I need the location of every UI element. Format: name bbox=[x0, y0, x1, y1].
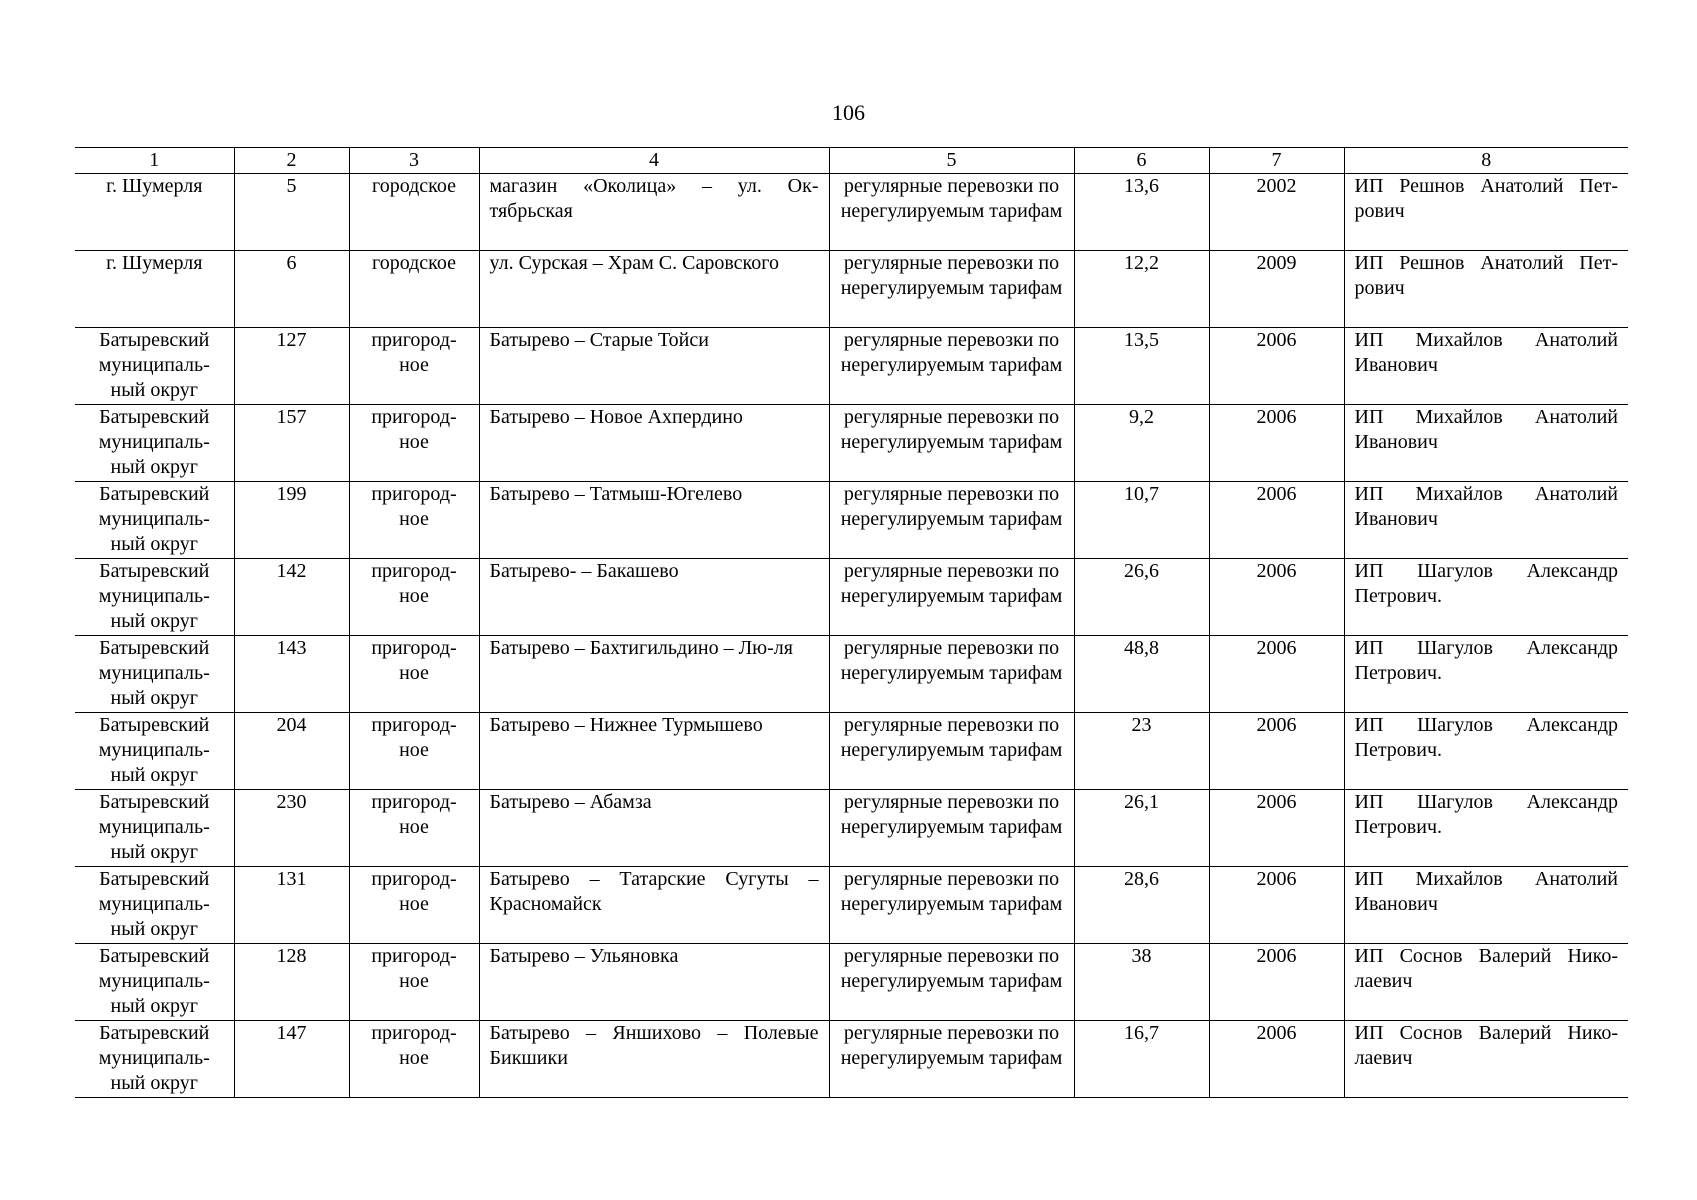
transport-mode-cell: регулярные перевозки по нерегулируемым тарифам bbox=[829, 482, 1074, 559]
route-length-cell: 28,6 bbox=[1074, 867, 1209, 944]
table-row bbox=[75, 1021, 1628, 1098]
route-length-cell: 38 bbox=[1074, 944, 1209, 1021]
route-number-cell: 157 bbox=[234, 405, 349, 482]
area-cell: г. Шумерля bbox=[75, 174, 234, 251]
route-number-cell: 128 bbox=[234, 944, 349, 1021]
year-cell: 2006 bbox=[1209, 790, 1344, 867]
route-number-cell: 143 bbox=[234, 636, 349, 713]
route-number-cell: 230 bbox=[234, 790, 349, 867]
route-length-cell: 23 bbox=[1074, 713, 1209, 790]
year-cell: 2006 bbox=[1209, 636, 1344, 713]
table-row bbox=[75, 251, 1628, 328]
route-length-cell: 13,5 bbox=[1074, 328, 1209, 405]
route-cell: Батырево – Новое Ахпердино bbox=[479, 405, 829, 482]
area-cell: Батыревский муниципаль-ный округ bbox=[75, 1021, 234, 1098]
carrier-cell: ИП Соснов Валерий Нико-лаевич bbox=[1344, 1021, 1628, 1098]
route-number-cell: 147 bbox=[234, 1021, 349, 1098]
route-type-cell: городское bbox=[349, 251, 479, 328]
route-length-cell: 12,2 bbox=[1074, 251, 1209, 328]
route-cell: Батырево – Яншихово – Полевые Бикшики bbox=[479, 1021, 829, 1098]
route-cell: Батырево – Ульяновка bbox=[479, 944, 829, 1021]
page-number: 106 bbox=[832, 100, 865, 125]
route-number-cell: 127 bbox=[234, 328, 349, 405]
carrier-cell: ИП Шагулов Александр Петрович. bbox=[1344, 713, 1628, 790]
transport-mode-cell: регулярные перевозки по нерегулируемым тарифам bbox=[829, 174, 1074, 251]
route-length-cell: 16,7 bbox=[1074, 1021, 1209, 1098]
route-cell: Батырево – Татарские Сугуты – Красномайск bbox=[479, 867, 829, 944]
carrier-cell: ИП Михайлов Анатолий Иванович bbox=[1344, 482, 1628, 559]
area-cell: Батыревский муниципаль-ный округ bbox=[75, 713, 234, 790]
area-cell: Батыревский муниципаль-ный округ bbox=[75, 328, 234, 405]
area-cell: Батыревский муниципаль-ный округ bbox=[75, 559, 234, 636]
route-cell: ул. Сурская – Храм С. Саровского bbox=[479, 251, 829, 328]
area-cell: Батыревский муниципаль-ный округ bbox=[75, 482, 234, 559]
column-header: 1 bbox=[75, 148, 234, 174]
year-cell: 2006 bbox=[1209, 867, 1344, 944]
table-body bbox=[75, 174, 1628, 1098]
route-cell: Батырево- – Бакашево bbox=[479, 559, 829, 636]
route-cell: Батырево – Старые Тойси bbox=[479, 328, 829, 405]
route-type-cell: пригород-ное bbox=[349, 559, 479, 636]
column-header: 4 bbox=[479, 148, 829, 174]
table-row bbox=[75, 482, 1628, 559]
year-cell: 2006 bbox=[1209, 328, 1344, 405]
route-type-cell: пригород-ное bbox=[349, 713, 479, 790]
transport-mode-cell: регулярные перевозки по нерегулируемым тарифам bbox=[829, 713, 1074, 790]
column-header: 6 bbox=[1074, 148, 1209, 174]
route-number-cell: 5 bbox=[234, 174, 349, 251]
year-cell: 2009 bbox=[1209, 251, 1344, 328]
carrier-cell: ИП Михайлов Анатолий Иванович bbox=[1344, 867, 1628, 944]
area-cell: Батыревский муниципаль-ный округ bbox=[75, 790, 234, 867]
route-length-cell: 9,2 bbox=[1074, 405, 1209, 482]
route-number-cell: 6 bbox=[234, 251, 349, 328]
route-cell: Батырево – Абамза bbox=[479, 790, 829, 867]
route-type-cell: пригород-ное bbox=[349, 790, 479, 867]
table-row bbox=[75, 636, 1628, 713]
route-length-cell: 13,6 bbox=[1074, 174, 1209, 251]
table-row bbox=[75, 559, 1628, 636]
table-row bbox=[75, 328, 1628, 405]
route-cell: Батырево – Татмыш-Югелево bbox=[479, 482, 829, 559]
route-length-cell: 26,1 bbox=[1074, 790, 1209, 867]
carrier-cell: ИП Шагулов Александр Петрович. bbox=[1344, 636, 1628, 713]
route-type-cell: пригород-ное bbox=[349, 944, 479, 1021]
route-type-cell: городское bbox=[349, 174, 479, 251]
transport-mode-cell: регулярные перевозки по нерегулируемым тарифам bbox=[829, 944, 1074, 1021]
transport-mode-cell: регулярные перевозки по нерегулируемым тарифам bbox=[829, 559, 1074, 636]
table-row bbox=[75, 790, 1628, 867]
carrier-cell: ИП Михайлов Анатолий Иванович bbox=[1344, 405, 1628, 482]
transport-mode-cell: регулярные перевозки по нерегулируемым тарифам bbox=[829, 636, 1074, 713]
column-header: 7 bbox=[1209, 148, 1344, 174]
route-number-cell: 142 bbox=[234, 559, 349, 636]
year-cell: 2006 bbox=[1209, 405, 1344, 482]
area-cell: Батыревский муниципаль-ный округ bbox=[75, 405, 234, 482]
carrier-cell: ИП Михайлов Анатолий Иванович bbox=[1344, 328, 1628, 405]
column-header: 8 bbox=[1344, 148, 1628, 174]
carrier-cell: ИП Соснов Валерий Нико-лаевич bbox=[1344, 944, 1628, 1021]
routes-table bbox=[75, 147, 1628, 1098]
year-cell: 2002 bbox=[1209, 174, 1344, 251]
route-length-cell: 10,7 bbox=[1074, 482, 1209, 559]
route-type-cell: пригород-ное bbox=[349, 867, 479, 944]
transport-mode-cell: регулярные перевозки по нерегулируемым тарифам bbox=[829, 867, 1074, 944]
year-cell: 2006 bbox=[1209, 559, 1344, 636]
transport-mode-cell: регулярные перевозки по нерегулируемым тарифам bbox=[829, 405, 1074, 482]
route-number-cell: 199 bbox=[234, 482, 349, 559]
carrier-cell: ИП Шагулов Александр Петрович. bbox=[1344, 559, 1628, 636]
route-length-cell: 48,8 bbox=[1074, 636, 1209, 713]
carrier-cell: ИП Решнов Анатолий Пет-рович bbox=[1344, 174, 1628, 251]
table-row bbox=[75, 405, 1628, 482]
table-row bbox=[75, 713, 1628, 790]
area-cell: Батыревский муниципаль-ный округ bbox=[75, 867, 234, 944]
transport-mode-cell: регулярные перевозки по нерегулируемым тарифам bbox=[829, 251, 1074, 328]
year-cell: 2006 bbox=[1209, 944, 1344, 1021]
transport-mode-cell: регулярные перевозки по нерегулируемым тарифам bbox=[829, 790, 1074, 867]
carrier-cell: ИП Решнов Анатолий Пет-рович bbox=[1344, 251, 1628, 328]
route-cell: Батырево – Бахтигильдино – Лю-ля bbox=[479, 636, 829, 713]
route-type-cell: пригород-ное bbox=[349, 636, 479, 713]
year-cell: 2006 bbox=[1209, 713, 1344, 790]
area-cell: Батыревский муниципаль-ный округ bbox=[75, 944, 234, 1021]
route-type-cell: пригород-ное bbox=[349, 328, 479, 405]
route-cell: магазин «Околица» – ул. Ок-тябрьская bbox=[479, 174, 829, 251]
table-row bbox=[75, 174, 1628, 251]
route-type-cell: пригород-ное bbox=[349, 1021, 479, 1098]
route-number-cell: 131 bbox=[234, 867, 349, 944]
carrier-cell: ИП Шагулов Александр Петрович. bbox=[1344, 790, 1628, 867]
transport-mode-cell: регулярные перевозки по нерегулируемым тарифам bbox=[829, 328, 1074, 405]
route-type-cell: пригород-ное bbox=[349, 482, 479, 559]
transport-mode-cell: регулярные перевозки по нерегулируемым тарифам bbox=[829, 1021, 1074, 1098]
column-header: 2 bbox=[234, 148, 349, 174]
column-header: 5 bbox=[829, 148, 1074, 174]
year-cell: 2006 bbox=[1209, 482, 1344, 559]
year-cell: 2006 bbox=[1209, 1021, 1344, 1098]
area-cell: Батыревский муниципаль-ный округ bbox=[75, 636, 234, 713]
column-header: 3 bbox=[349, 148, 479, 174]
area-cell: г. Шумерля bbox=[75, 251, 234, 328]
route-number-cell: 204 bbox=[234, 713, 349, 790]
table-row bbox=[75, 944, 1628, 1021]
route-length-cell: 26,6 bbox=[1074, 559, 1209, 636]
route-cell: Батырево – Нижнее Турмышево bbox=[479, 713, 829, 790]
table-row bbox=[75, 867, 1628, 944]
route-type-cell: пригород-ное bbox=[349, 405, 479, 482]
header-row bbox=[75, 148, 1628, 174]
